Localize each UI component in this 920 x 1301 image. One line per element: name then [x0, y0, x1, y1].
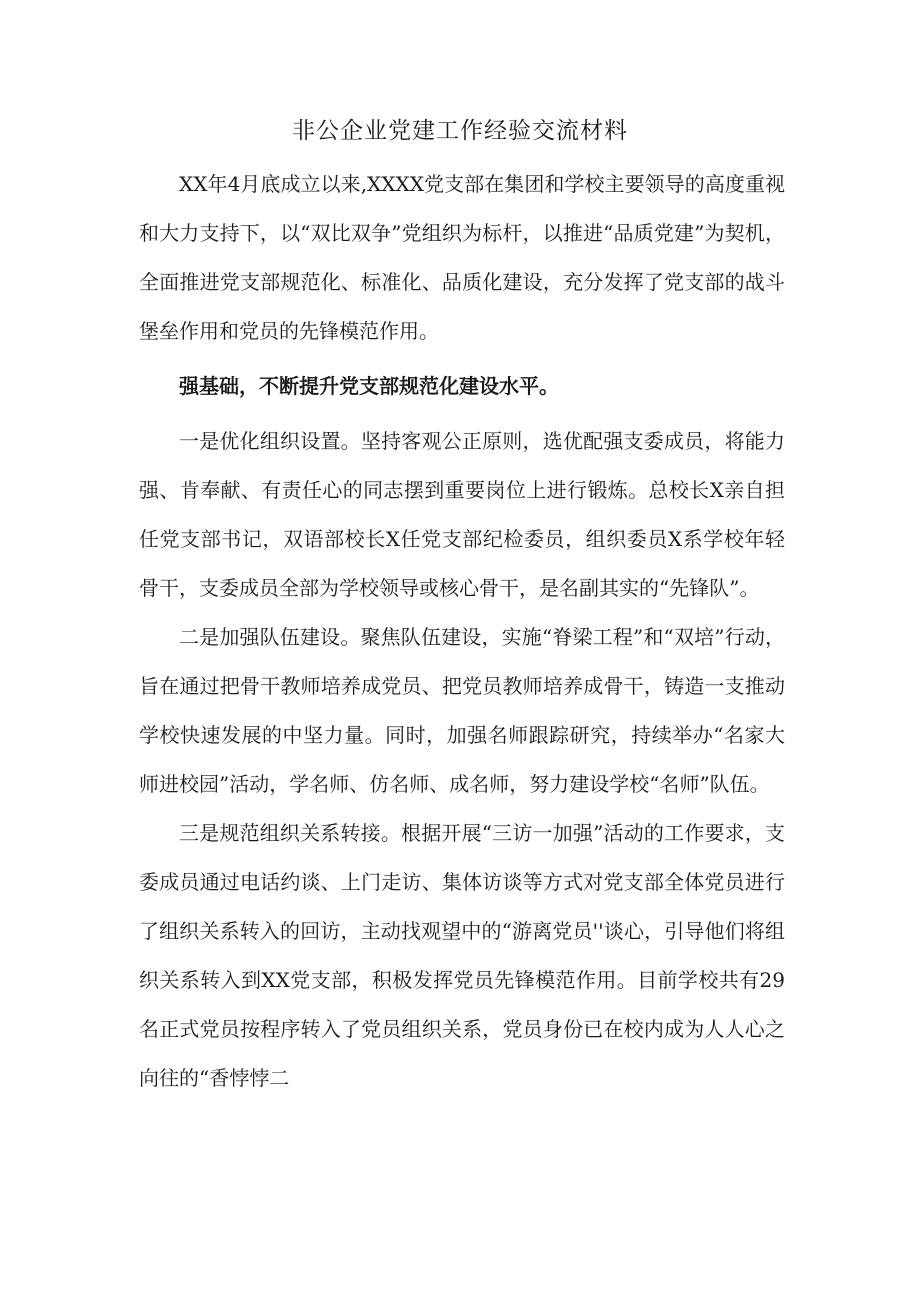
paragraph-organization-setup: 一是优化组织设置。坚持客观公正原则，选优配强支委成员，将能力强、肯奉献、有责任心的同志摆到重要岗位上进行锻炼。总校长X亲自担任党支部书记，双语部校长X任党支部纪检委员，组织委员X系学校年轻骨干，支委成员全部为学校领导或核心骨干，是名副其实的“先锋队”。: [139, 429, 785, 600]
document-title: 非公企业党建工作经验交流材料: [292, 118, 628, 144]
intro-paragraph: XX年4月底成立以来,XXXX党支部在集团和学校主要领导的高度重视和大力支持下，以“双比双争”党组织为标杆，以推进“品质党建”为契机，全面推进党支部规范化、标准化、品质化建设，充分发挥了党支部的战斗堡垒作用和党员的先锋模范作用。: [139, 172, 785, 343]
paragraph-relation-transfer: 三是规范组织关系转接。根据开展“三访一加强”活动的工作要求，支委成员通过电话约谈、上门走访、集体访谈等方式对党支部全体党员进行了组织关系转入的回访，主动找观望中的“游离党员''谈心，引导他们将组织关系转入到XX党支部，积极发挥党员先锋模范作用。目前学校共有29名正式党员按程序转入了党员组织关系，党员身份已在校内成为人人心之向往的“香悖悖二: [139, 821, 785, 1090]
paragraph-team-building: 二是加强队伍建设。聚焦队伍建设，实施“脊梁工程”和“双培”行动，旨在通过把骨干教师培养成党员、把党员教师培养成骨干，铸造一支推动学校快速发展的中坚力量。同时，加强名师跟踪研究，持续举办“名家大师进校园”活动，学名师、仿名师、成名师，努力建设学校“名师”队伍。: [139, 625, 785, 796]
section-heading: 强基础，不断提升党支部规范化建设水平。: [179, 374, 559, 398]
document-body: [139, 160, 785, 1103]
